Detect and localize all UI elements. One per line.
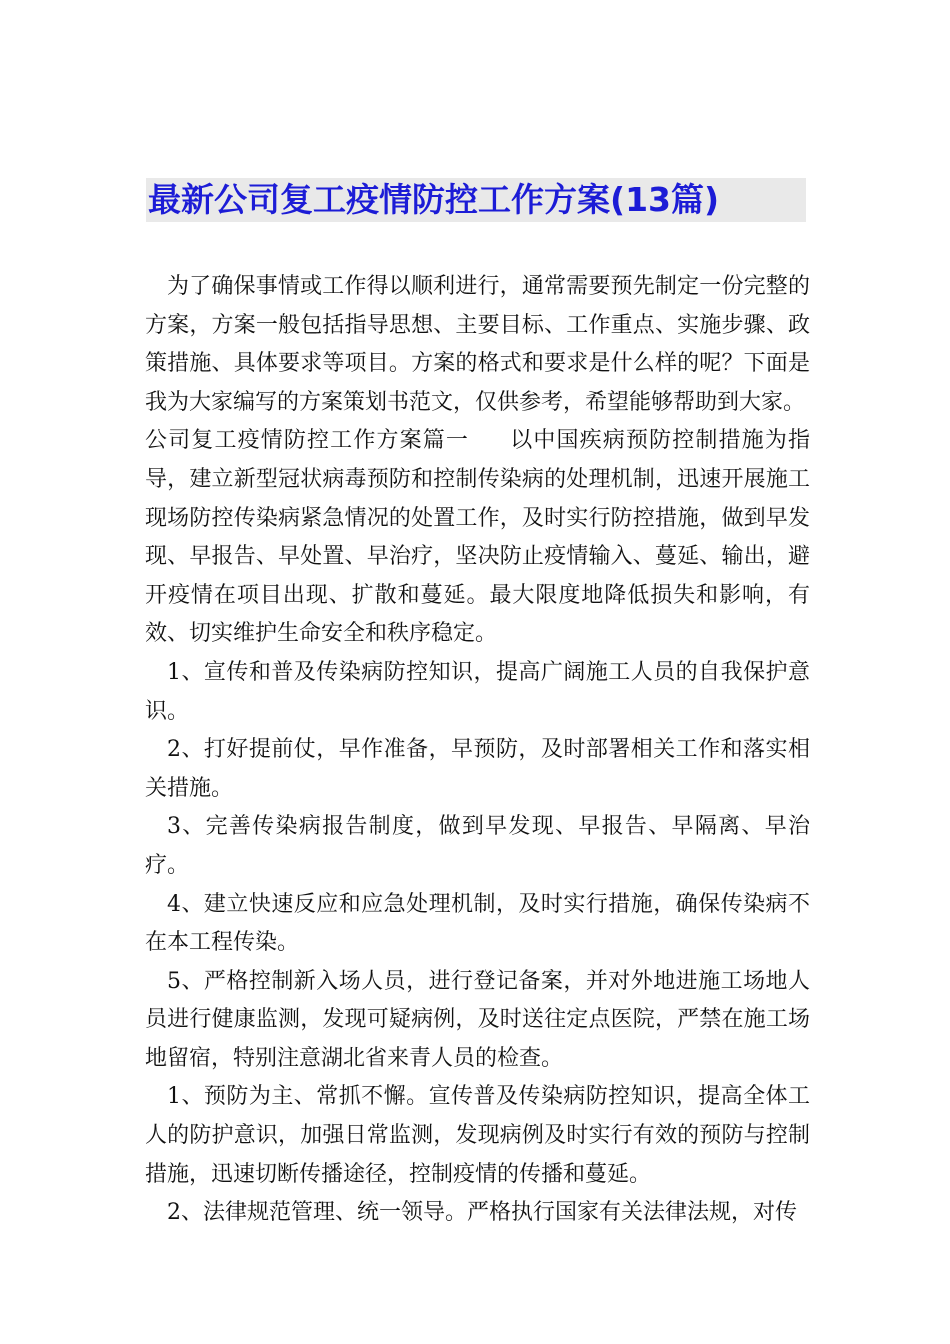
intro-paragraph: 为了确保事情或工作得以顺利进行，通常需要预先制定一份完整的方案，方案一般包括指导思想、主要目标、工作重点、实施步骤、政策措施、具体要求等项目。方案的格式和要求是什么样的呢？下面是我为大家编写的方案策划书范文，仅供参考，希望能够帮助到大家。 <box>145 274 810 415</box>
section-lead: 以中国疾病预防控制措施为指导，建立新型冠状病毒预防和控制传染病的处理机制，迅速开展施工现场防控传染病紧急情况的处置工作，及时实行防控措施，做到早发现、早报告、早处置、早治疗，坚决防止疫情输入、蔓延、输出，避开疫情在项目出现、扩散和蔓延。最大限度地降低损失和影响，有效、切实维护生命安全和秩序稳定。 <box>145 428 810 647</box>
list-item: 5、严格控制新入场人员，进行登记备案，并对外地进施工场地人员进行健康监测，发现可疑病例，及时送往定点医院，严禁在施工场地留宿，特别注意湖北省来青人员的检查。 <box>145 968 810 1071</box>
list-item: 4、建立快速反应和应急处理机制，及时实行措施，确保传染病不在本工程传染。 <box>145 891 810 956</box>
document-title: 最新公司复工疫情防控工作方案(13篇) <box>148 180 720 219</box>
document-body <box>145 268 810 1233</box>
section-heading: 公司复工疫情防控工作方案篇一 <box>145 428 470 454</box>
section-paragraph <box>145 422 810 654</box>
list-item: 1、预防为主、常抓不懈。宣传普及传染病防控知识，提高全体工人的防护意识，加强日常监测，发现病例及时实行有效的预防与控制措施，迅速切断传播途径，控制疫情的传播和蔓延。 <box>145 1084 810 1187</box>
list-item: 3、完善传染病报告制度，做到早发现、早报告、早隔离、早治疗。 <box>145 814 810 878</box>
list-item: 2、打好提前仗，早作准备，早预防，及时部署相关工作和落实相关措施。 <box>145 737 810 801</box>
list-item: 1、宣传和普及传染病防控知识，提高广阔施工人员的自我保护意识。 <box>145 659 810 724</box>
list-item: 2、法律规范管理、统一领导。严格执行国家有关法律法规，对传 <box>167 1200 797 1226</box>
